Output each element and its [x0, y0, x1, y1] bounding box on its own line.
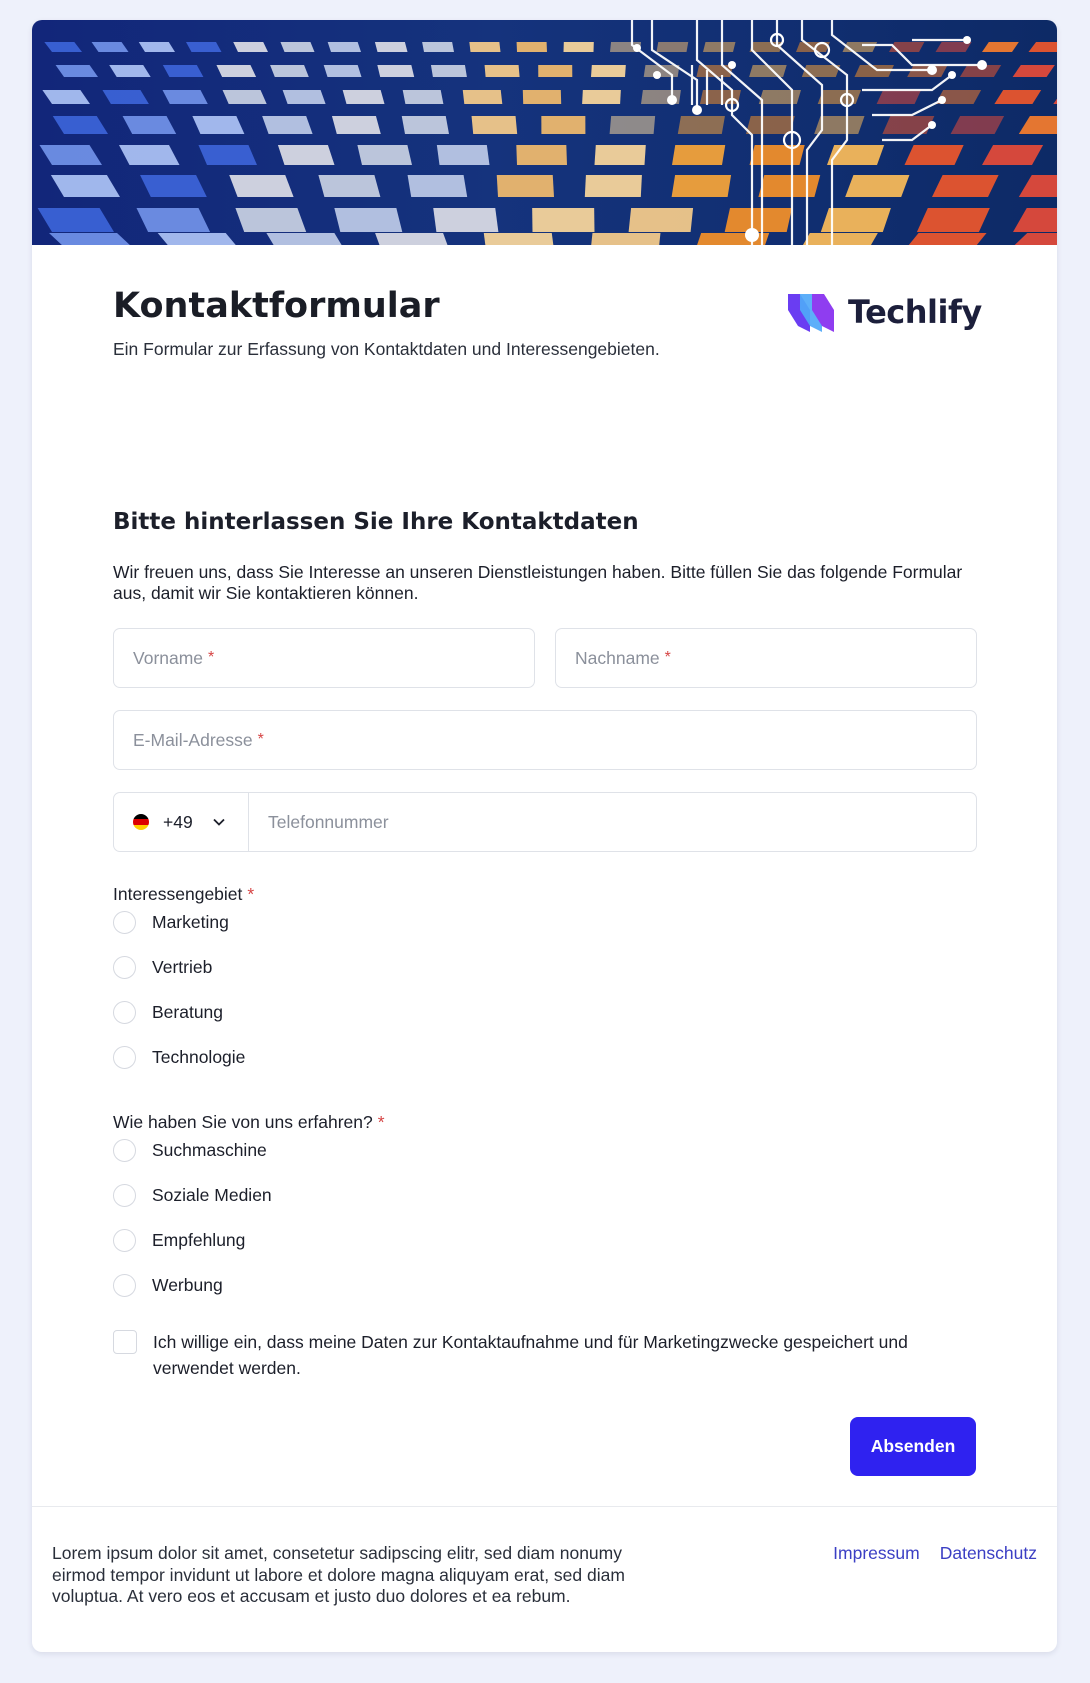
page-subtitle: Ein Formular zur Erfassung von Kontaktdaten und Interessengebieten. [113, 339, 660, 359]
radio-button[interactable] [113, 1001, 136, 1024]
option-label: Marketing [152, 911, 229, 932]
phone-input[interactable]: Telefonnummer [268, 811, 389, 832]
interest-option-marketing[interactable] [113, 909, 229, 935]
last-name-field[interactable] [555, 628, 977, 688]
radio-button[interactable] [113, 1229, 136, 1252]
brand-logo [786, 290, 982, 334]
email-field[interactable] [113, 710, 977, 770]
source-label-text: Wie haben Sie von uns erfahren? [113, 1112, 373, 1132]
techlify-logo-icon [786, 290, 836, 334]
datenschutz-link[interactable]: Datenschutz [939, 1543, 1037, 1563]
required-mark: * [377, 1112, 385, 1132]
footer-links [833, 1543, 1037, 1564]
option-label: Suchmaschine [152, 1139, 267, 1160]
page-title: Kontaktformular [113, 286, 440, 326]
option-label: Technologie [152, 1046, 246, 1067]
header-banner-image [32, 20, 1057, 245]
option-label: Soziale Medien [152, 1184, 272, 1205]
option-label: Empfehlung [152, 1229, 246, 1250]
radio-button[interactable] [113, 1184, 136, 1207]
source-option-werbung[interactable] [113, 1272, 223, 1298]
required-mark: * [257, 731, 264, 748]
country-code-select[interactable] [114, 793, 249, 851]
consent-text: Ich willige ein, dass meine Daten zur Kontaktaufnahme und für Marketingzwecke gespeichert und verwendet werden. [153, 1332, 908, 1378]
footer-text: Lorem ipsum dolor sit amet, consetetur sadipscing elitr, sed diam nonumy eirmod tempor invidunt ut labore et dolore magna aliquyam erat, sed diam voluptua. At vero eos et accusam et justo duo dolores et ea rebum. [52, 1543, 625, 1606]
last-name-placeholder: Nachname [575, 647, 660, 668]
consent-checkbox[interactable] [113, 1330, 137, 1354]
source-option-soziale-medien[interactable] [113, 1182, 272, 1208]
impressum-link[interactable]: Impressum [833, 1543, 920, 1563]
source-option-suchmaschine[interactable] [113, 1137, 267, 1163]
first-name-placeholder: Vorname [133, 647, 204, 668]
section-title: Bitte hinterlassen Sie Ihre Kontaktdaten [113, 509, 639, 535]
radio-button[interactable] [113, 911, 136, 934]
radio-button[interactable] [113, 956, 136, 979]
chevron-down-icon [213, 818, 225, 826]
submit-button[interactable]: Absenden [850, 1417, 976, 1476]
interest-option-beratung[interactable] [113, 999, 223, 1025]
interest-option-vertrieb[interactable] [113, 954, 212, 980]
form-card [32, 20, 1057, 1652]
radio-button[interactable] [113, 1139, 136, 1162]
option-label: Werbung [152, 1274, 223, 1295]
required-mark: * [208, 649, 215, 666]
radio-button[interactable] [113, 1274, 136, 1297]
interest-option-technologie[interactable] [113, 1044, 245, 1070]
radio-button[interactable] [113, 1046, 136, 1069]
interest-label-text: Interessengebiet [113, 884, 243, 904]
required-mark: * [664, 649, 671, 666]
country-code: +49 [163, 811, 193, 832]
option-label: Beratung [152, 1001, 224, 1022]
germany-flag-icon [133, 814, 149, 830]
brand-name: Techlify [848, 293, 982, 331]
source-option-empfehlung[interactable] [113, 1227, 245, 1253]
first-name-field[interactable] [113, 628, 535, 688]
footer-divider [32, 1506, 1057, 1507]
email-placeholder: E-Mail-Adresse [133, 729, 253, 750]
source-label [113, 1112, 385, 1133]
option-label: Vertrieb [152, 956, 213, 977]
intro-text: Wir freuen uns, dass Sie Interesse an unseren Dienstleistungen haben. Bitte füllen Sie das folgende Formular aus, damit wir Sie kontaktieren können. [113, 562, 963, 603]
phone-field [113, 792, 977, 852]
required-mark: * [247, 884, 255, 904]
interest-label [113, 884, 254, 905]
